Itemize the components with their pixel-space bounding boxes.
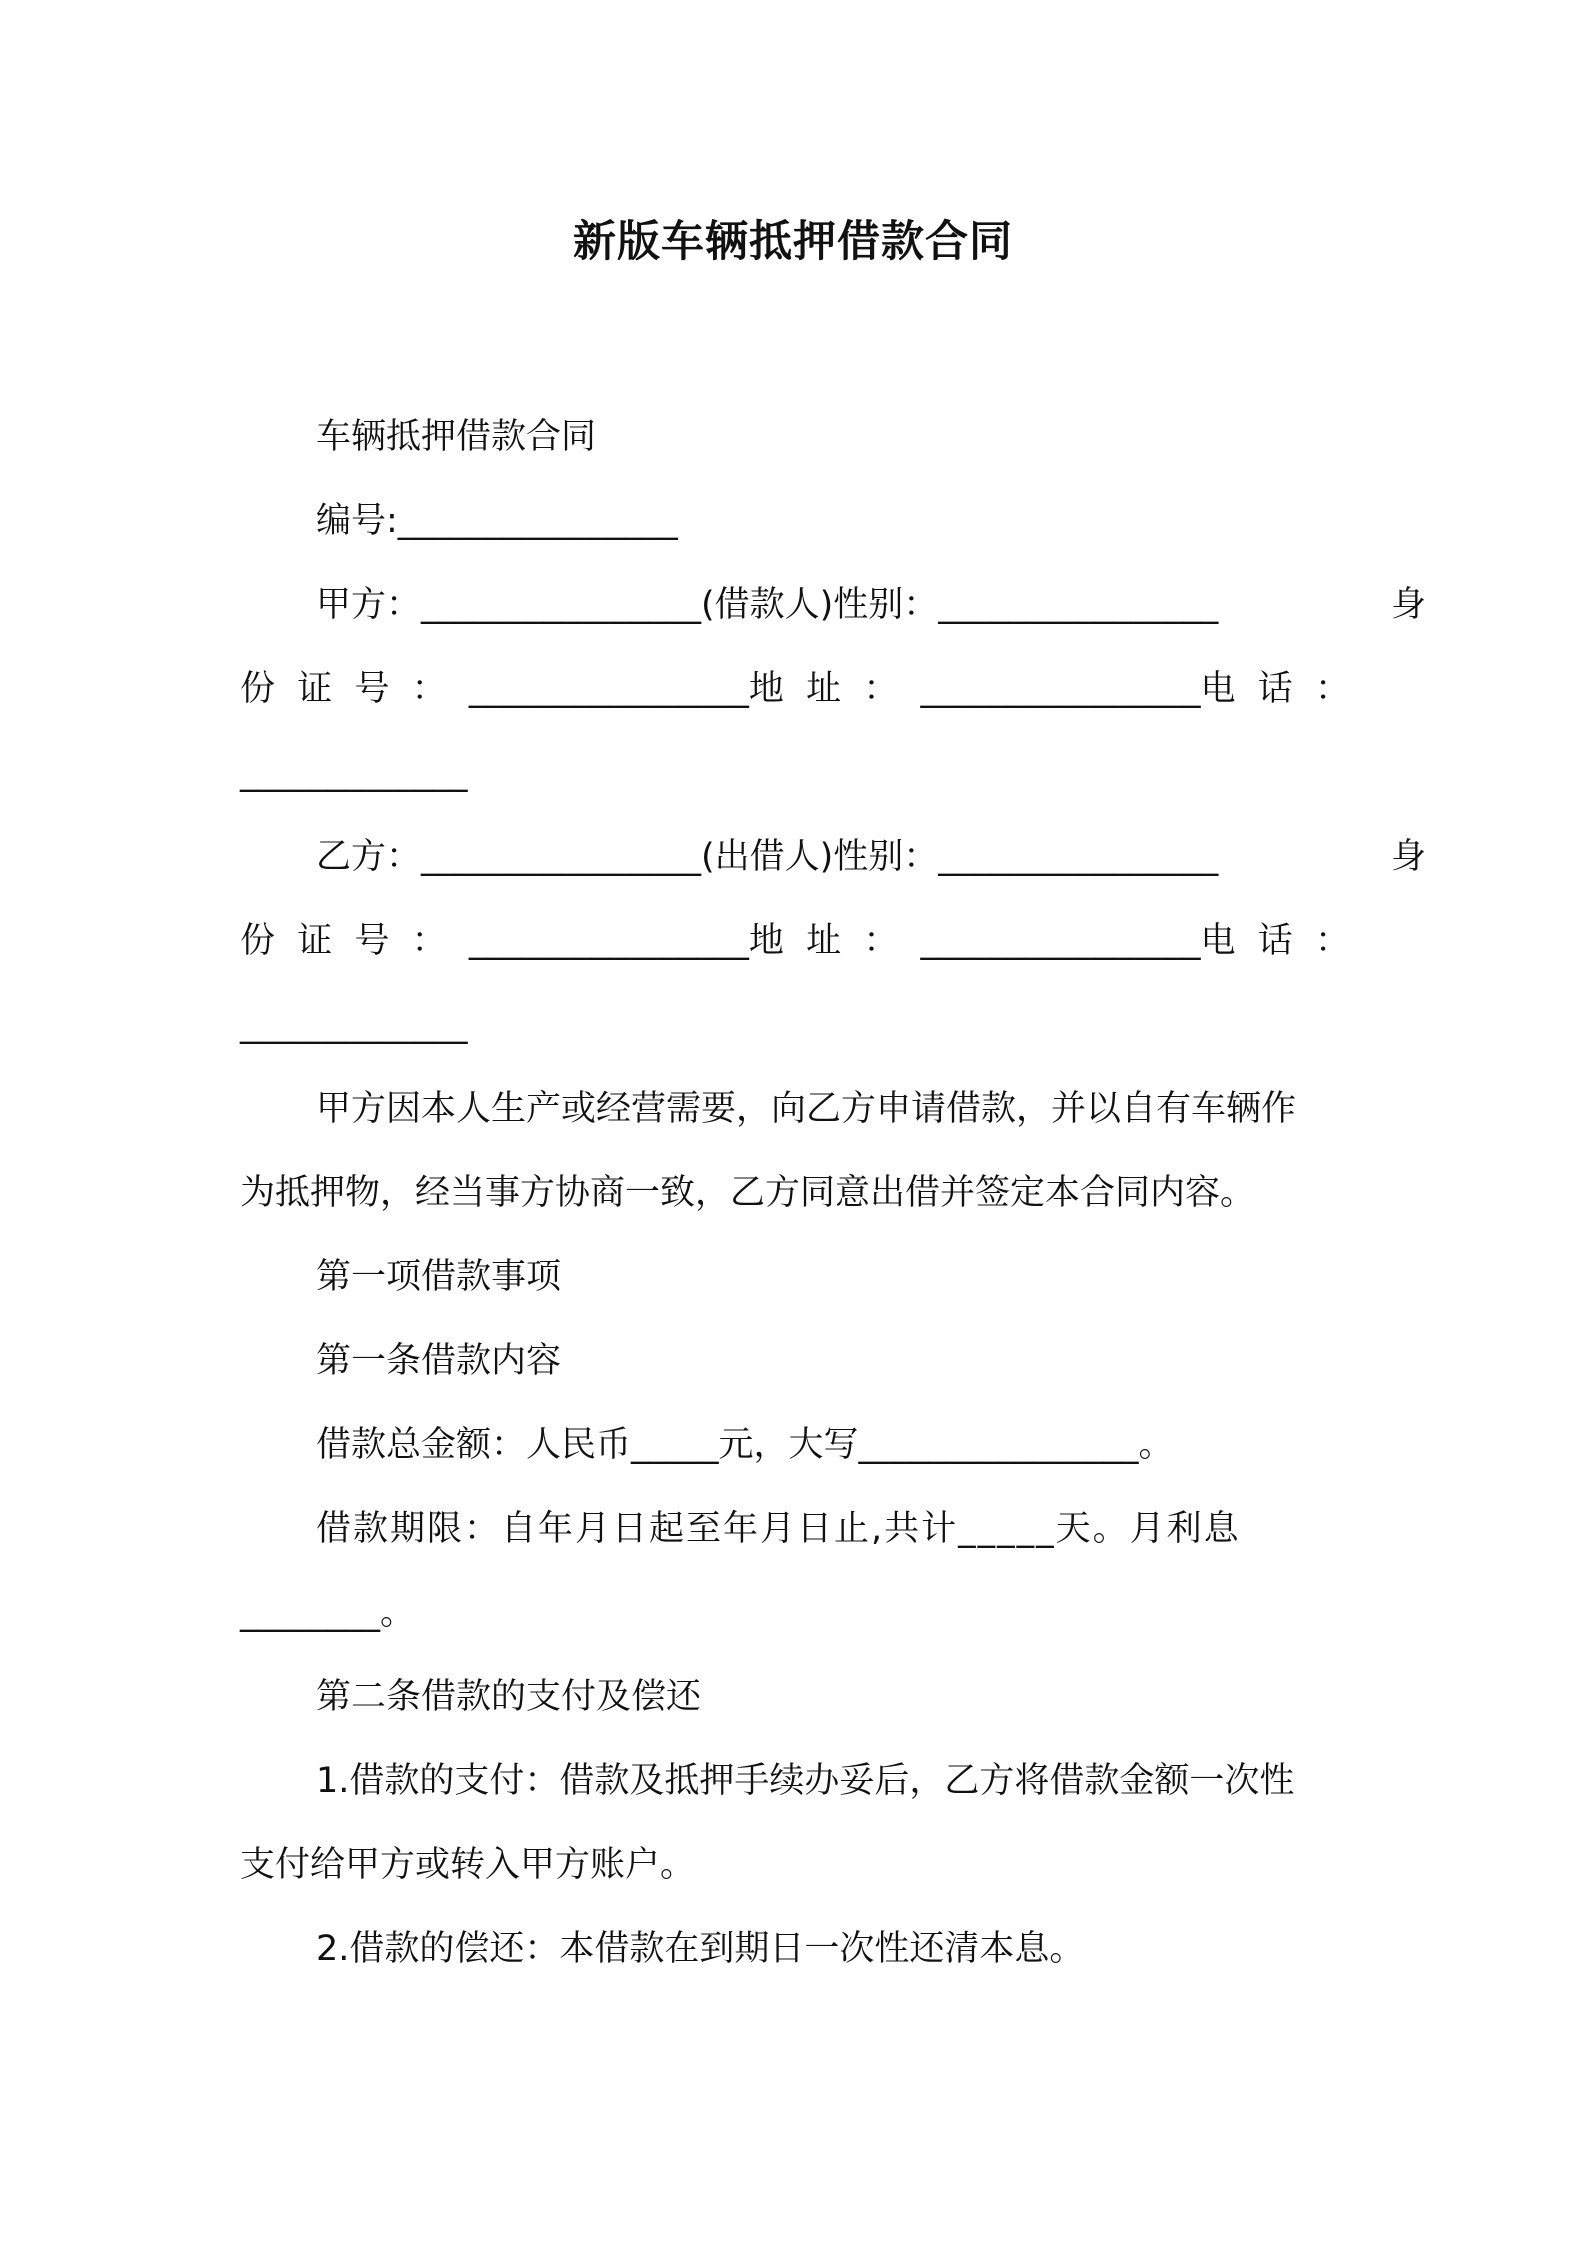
contract-number-line: 编号:________________ — [316, 501, 678, 541]
party-b-line-2 — [240, 916, 1350, 966]
party-a-id-blank-address: ________________地 — [468, 669, 784, 709]
payment-line-1: 1.借款的支付：借款及抵押手续办妥后，乙方将借款金额一次性 — [316, 1761, 1295, 1801]
party-a-phone-colon: ： — [1314, 669, 1350, 709]
party-a-id-char-3: 号 — [354, 669, 390, 709]
party-b-address-char: 址 — [806, 921, 842, 961]
party-a-line-1-text: 甲方：________________(借款人)性别：________________ — [316, 585, 1219, 625]
repayment-line: 2.借款的偿还：本借款在到期日一次性还清本息。 — [316, 1929, 1085, 1969]
party-a-phone-char: 话 — [1257, 669, 1293, 709]
party-b-phone-char: 话 — [1257, 921, 1293, 961]
payment-line-2: 支付给甲方或转入甲方账户。 — [240, 1845, 696, 1885]
party-b-id-char-3: 号 — [354, 921, 390, 961]
party-b-line-1-end: 身 — [1390, 837, 1426, 877]
document-title: 新版车辆抵押借款合同 — [573, 217, 1013, 267]
party-b-line-1 — [240, 832, 1426, 882]
party-b-phone-colon: ： — [1314, 921, 1350, 961]
section-heading-1: 第一项借款事项 — [316, 1257, 562, 1297]
party-a-id-colon: ： — [411, 669, 447, 709]
party-a-address-blank-phone: ________________电 — [920, 669, 1236, 709]
party-a-id-char-2: 证 — [297, 669, 333, 709]
party-b-address-colon: ： — [863, 921, 899, 961]
party-a-address-char: 址 — [806, 669, 842, 709]
party-a-line-1-end: 身 — [1390, 585, 1426, 625]
loan-term-line-1: 借款期限：自年月日起至年月日止,共计_____天。月利息 — [316, 1509, 1241, 1549]
party-a-line-1 — [240, 580, 1426, 630]
party-a-line-2 — [240, 664, 1350, 714]
party-a-address-colon: ： — [863, 669, 899, 709]
party-b-id-blank-address: ________________地 — [468, 921, 784, 961]
party-a-line-3: _____________ — [240, 753, 468, 793]
loan-term-line-2: ________。 — [240, 1593, 416, 1633]
party-a-id-char-1: 份 — [240, 669, 276, 709]
article-heading-1: 第一条借款内容 — [316, 1341, 562, 1381]
party-b-line-3: _____________ — [240, 1005, 468, 1045]
contract-subtitle: 车辆抵押借款合同 — [316, 417, 597, 457]
party-b-id-char-1: 份 — [240, 921, 276, 961]
loan-amount-line: 借款总金额：人民币_____元，大写________________。 — [316, 1425, 1174, 1465]
party-b-id-colon: ： — [411, 921, 447, 961]
party-b-id-char-2: 证 — [297, 921, 333, 961]
article-heading-2: 第二条借款的支付及偿还 — [316, 1677, 702, 1717]
intro-paragraph-line-2: 为抵押物，经当事方协商一致，乙方同意出借并签定本合同内容。 — [240, 1173, 1256, 1213]
party-b-line-1-text: 乙方：________________(出借人)性别：________________ — [316, 837, 1219, 877]
party-b-address-blank-phone: ________________电 — [920, 921, 1236, 961]
intro-paragraph-line-1: 甲方因本人生产或经营需要，向乙方申请借款，并以自有车辆作 — [316, 1089, 1297, 1129]
